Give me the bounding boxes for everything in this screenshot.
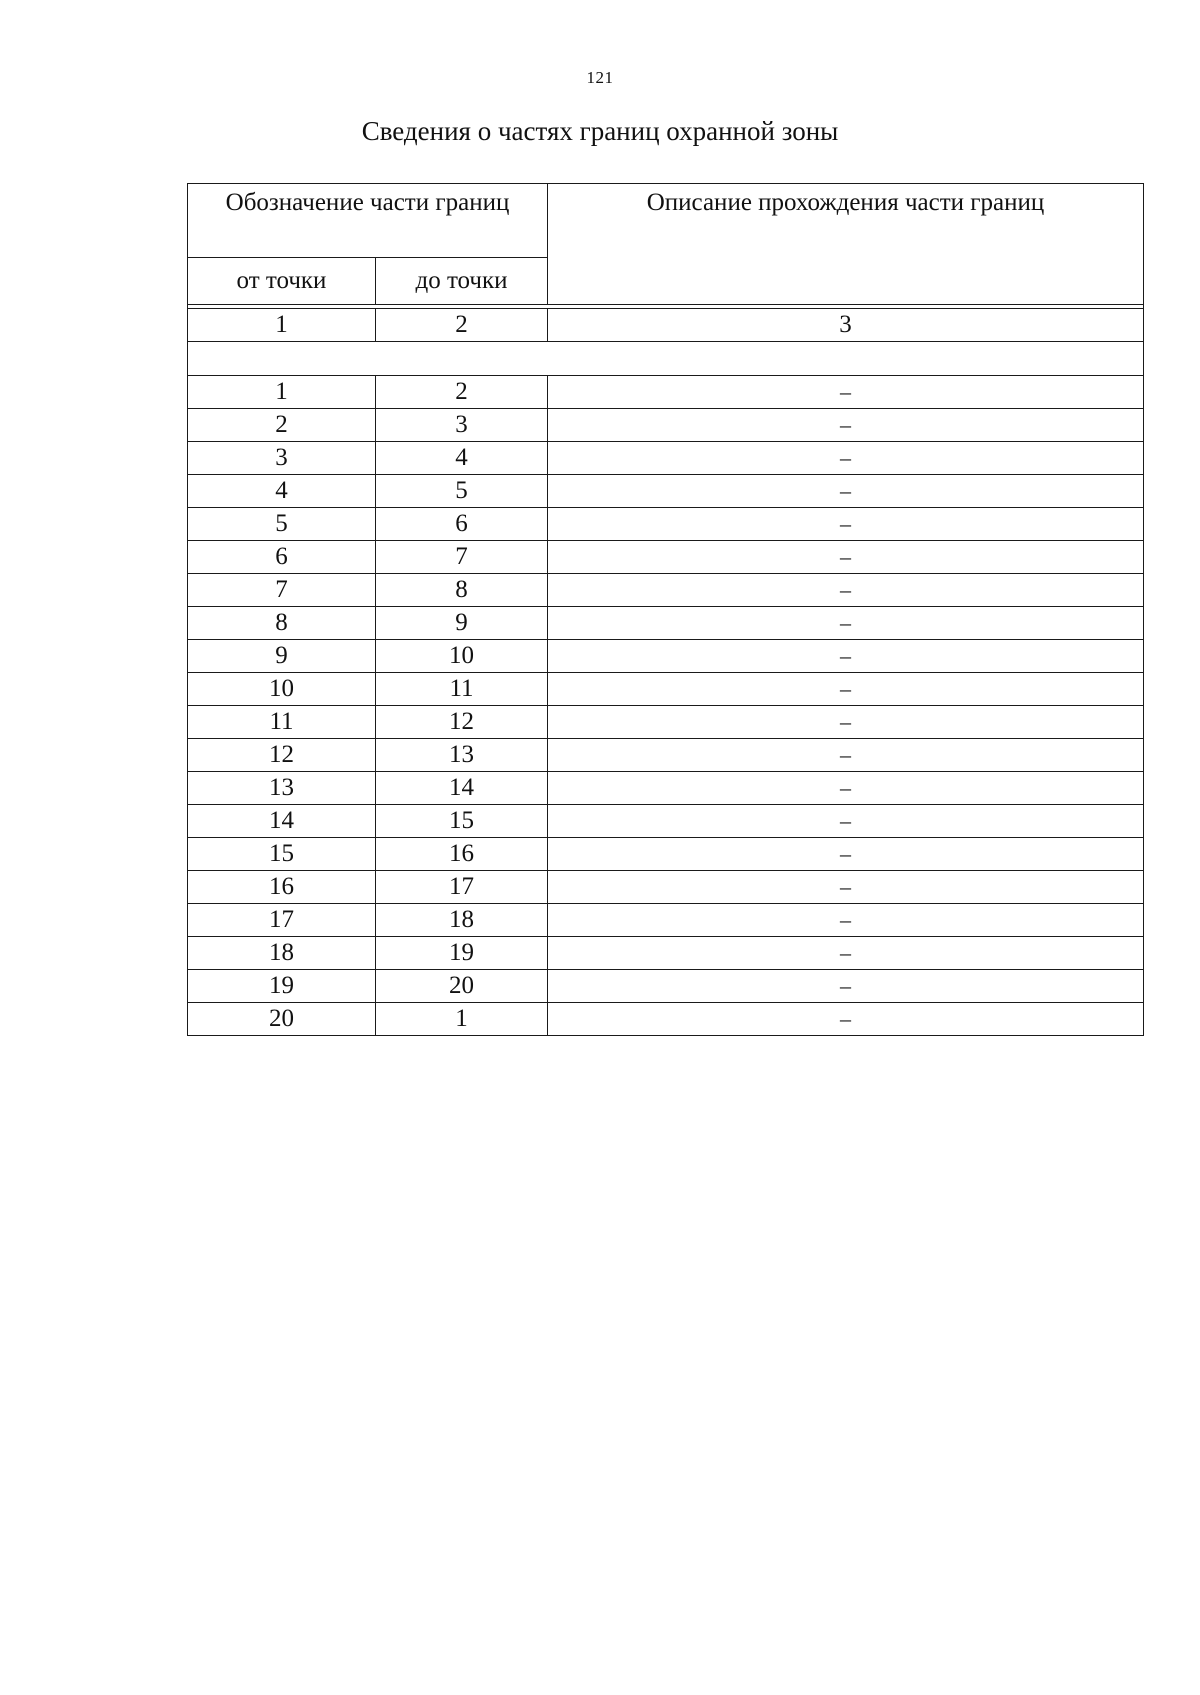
cell-from-point: 2 — [188, 409, 376, 442]
cell-from-point: 17 — [188, 904, 376, 937]
document-title: Сведения о частях границ охранной зоны — [361, 116, 839, 146]
cell-description: – — [548, 475, 1144, 508]
table-row — [188, 640, 1144, 673]
table-row — [188, 706, 1144, 739]
cell-from-point: 9 — [188, 640, 376, 673]
cell-to-point: 18 — [376, 904, 548, 937]
table-row — [188, 739, 1144, 772]
empty-section-row — [188, 342, 1144, 376]
table-body — [188, 305, 1144, 1036]
cell-to-point: 2 — [376, 376, 548, 409]
page-number: 121 — [586, 68, 614, 87]
cell-from-point: 12 — [188, 739, 376, 772]
table-row — [188, 937, 1144, 970]
cell-description: – — [548, 937, 1144, 970]
cell-description: – — [548, 541, 1144, 574]
cell-description: – — [548, 772, 1144, 805]
table-row — [188, 475, 1144, 508]
cell-from-point: 16 — [188, 871, 376, 904]
table-row — [188, 442, 1144, 475]
cell-from-point: 18 — [188, 937, 376, 970]
table-row — [188, 904, 1144, 937]
header-from-point: от точки — [188, 258, 376, 305]
cell-description: – — [548, 904, 1144, 937]
cell-from-point: 5 — [188, 508, 376, 541]
cell-to-point: 15 — [376, 805, 548, 838]
cell-to-point: 4 — [376, 442, 548, 475]
cell-to-point: 9 — [376, 607, 548, 640]
cell-from-point: 13 — [188, 772, 376, 805]
cell-to-point: 1 — [376, 1003, 548, 1036]
cell-from-point: 15 — [188, 838, 376, 871]
cell-description: – — [548, 442, 1144, 475]
cell-to-point: 13 — [376, 739, 548, 772]
cell-from-point: 10 — [188, 673, 376, 706]
cell-to-point: 3 — [376, 409, 548, 442]
header-boundary-description: Описание прохождения части границ — [548, 184, 1144, 305]
cell-to-point: 11 — [376, 673, 548, 706]
column-number: 1 — [188, 309, 376, 342]
table-row — [188, 409, 1144, 442]
cell-from-point: 3 — [188, 442, 376, 475]
cell-from-point: 1 — [188, 376, 376, 409]
table-row — [188, 871, 1144, 904]
cell-to-point: 14 — [376, 772, 548, 805]
cell-description: – — [548, 970, 1144, 1003]
table-row — [188, 673, 1144, 706]
cell-to-point: 17 — [376, 871, 548, 904]
cell-description: – — [548, 376, 1144, 409]
column-numbers-row — [188, 309, 1144, 342]
boundary-parts-table — [187, 183, 1144, 1036]
column-number: 3 — [548, 309, 1144, 342]
cell-from-point: 4 — [188, 475, 376, 508]
cell-to-point: 12 — [376, 706, 548, 739]
cell-to-point: 10 — [376, 640, 548, 673]
table-row — [188, 1003, 1144, 1036]
cell-to-point: 6 — [376, 508, 548, 541]
table-row — [188, 805, 1144, 838]
cell-description: – — [548, 409, 1144, 442]
cell-description: – — [548, 673, 1144, 706]
table-row — [188, 376, 1144, 409]
cell-from-point: 8 — [188, 607, 376, 640]
table-row — [188, 607, 1144, 640]
cell-from-point: 14 — [188, 805, 376, 838]
cell-description: – — [548, 607, 1144, 640]
cell-description: – — [548, 871, 1144, 904]
cell-to-point: 16 — [376, 838, 548, 871]
cell-description: – — [548, 1003, 1144, 1036]
cell-from-point: 20 — [188, 1003, 376, 1036]
cell-to-point: 20 — [376, 970, 548, 1003]
column-number: 2 — [376, 309, 548, 342]
table-row — [188, 574, 1144, 607]
cell-description: – — [548, 805, 1144, 838]
cell-description: – — [548, 706, 1144, 739]
boundary-parts-table-container — [187, 183, 1143, 1036]
cell-description: – — [548, 640, 1144, 673]
cell-to-point: 8 — [376, 574, 548, 607]
table-row — [188, 508, 1144, 541]
cell-description: – — [548, 574, 1144, 607]
cell-to-point: 19 — [376, 937, 548, 970]
header-to-point: до точки — [376, 258, 548, 305]
cell-to-point: 7 — [376, 541, 548, 574]
cell-description: – — [548, 739, 1144, 772]
table-row — [188, 772, 1144, 805]
cell-description: – — [548, 508, 1144, 541]
cell-from-point: 19 — [188, 970, 376, 1003]
table-header — [188, 184, 1144, 305]
table-row — [188, 970, 1144, 1003]
cell-description: – — [548, 838, 1144, 871]
table-row — [188, 541, 1144, 574]
header-boundary-designation: Обозначение части границ — [188, 184, 548, 258]
cell-from-point: 11 — [188, 706, 376, 739]
cell-from-point: 6 — [188, 541, 376, 574]
table-row — [188, 838, 1144, 871]
cell-from-point: 7 — [188, 574, 376, 607]
cell-to-point: 5 — [376, 475, 548, 508]
